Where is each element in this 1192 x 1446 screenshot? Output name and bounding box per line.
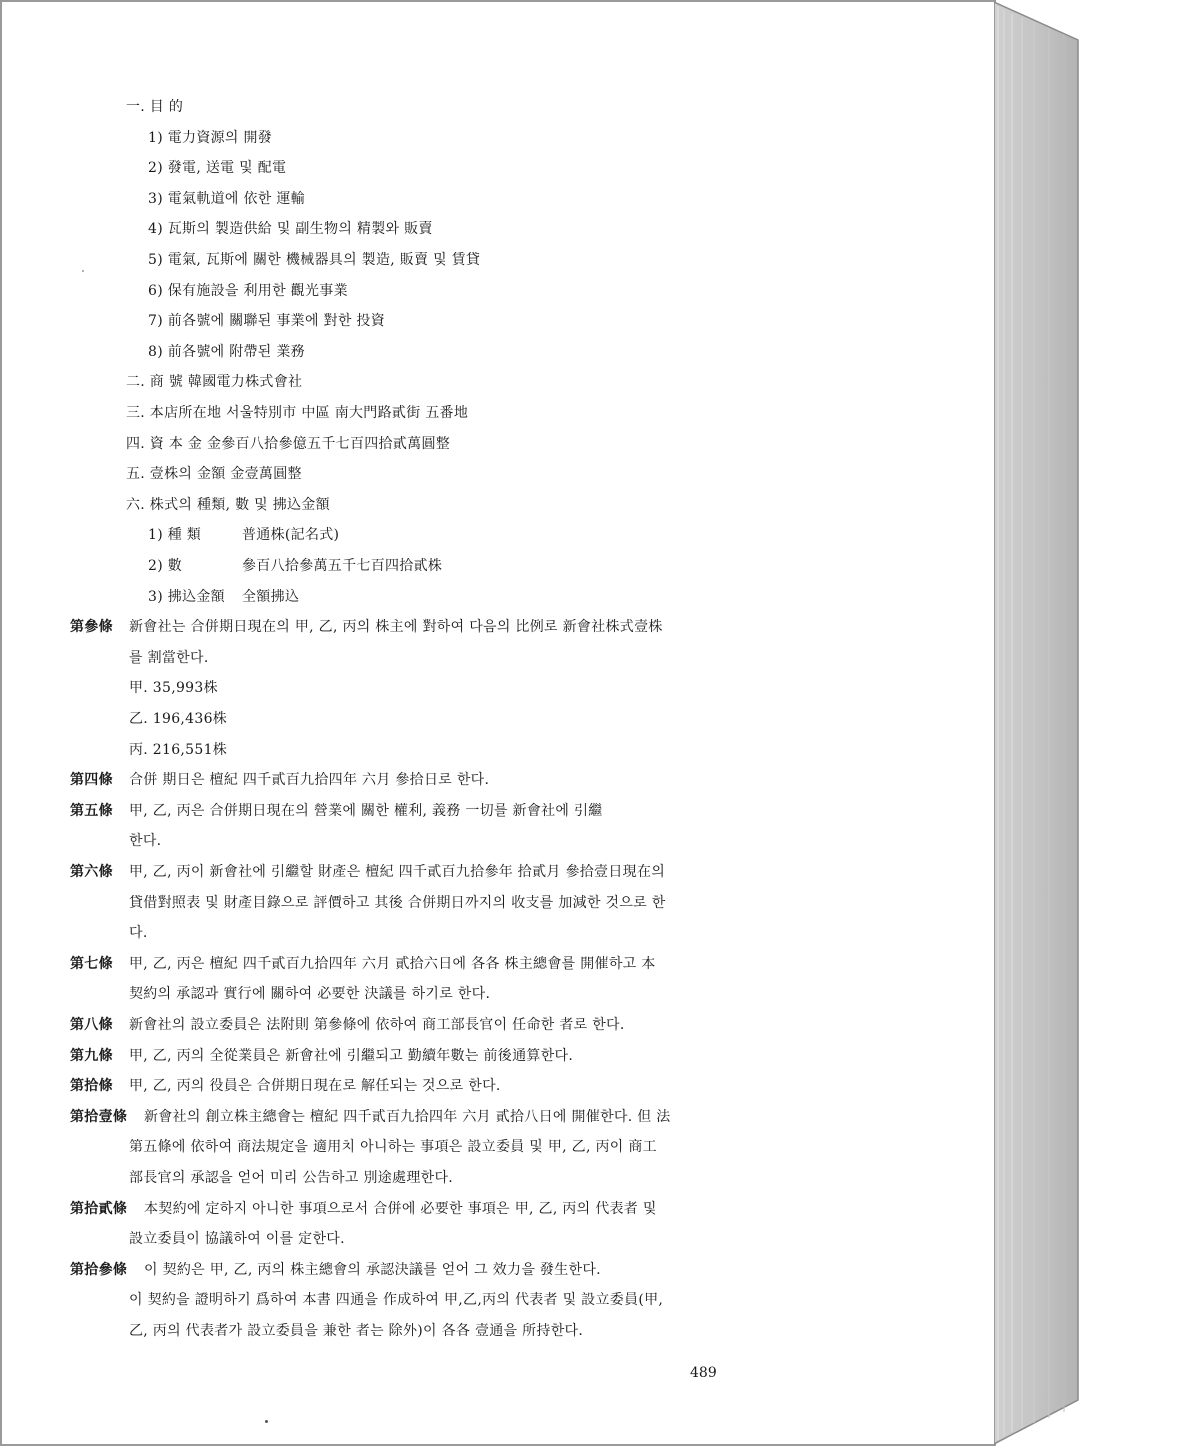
section-heading: 二. 商 號 韓國電力株式會社: [126, 374, 303, 391]
article-text: 한다.: [129, 833, 162, 850]
article-label: 第八條: [70, 1017, 113, 1033]
article-text: 甲, 乙, 丙은 檀紀 四千貳百九拾四年 六月 貳拾六日에 各各 株主總會를 開催하고 本: [129, 955, 656, 972]
stock-item-value: 參百八拾參萬五千七百四拾貳株: [242, 558, 443, 574]
article-text: 設立委員이 協議하여 이를 定한다.: [129, 1231, 345, 1248]
page-number: 489: [690, 1365, 717, 1381]
article-label: 第七條: [70, 955, 113, 972]
article-text: 新會社는 合併期日現在의 甲, 乙, 丙의 株主에 對하여 다음의 比例로 新會社株式壹株: [129, 619, 663, 636]
purpose-item: 2) 發電, 送電 및 配電: [148, 160, 287, 177]
article-label: 第拾壹條: [70, 1108, 128, 1125]
article-text: 合併 期日은 檀紀 四千貳百九拾四年 六月 參拾日로 한다.: [129, 772, 490, 789]
stock-item-label: 1) 種 類: [148, 527, 202, 544]
section-heading: 一. 目 的: [126, 99, 184, 115]
purpose-item: 7) 前各號에 關聯된 事業에 對한 投資: [148, 313, 386, 330]
purpose-item: 5) 電氣, 瓦斯에 關한 機械器具의 製造, 販賣 및 賃貸: [148, 252, 481, 268]
article-text: 部長官의 承認을 얻어 미리 公告하고 別途處理한다.: [129, 1170, 454, 1186]
section-heading: 三. 本店所在地 서울特別市 中區 南大門路貳街 五番地: [126, 405, 469, 421]
article-text: 甲. 35,993株: [129, 680, 218, 697]
article-label: 第九條: [70, 1047, 113, 1064]
stock-item-value: 普通株(記名式): [242, 527, 340, 544]
article-text: 新會社의 創立株主總會는 檀紀 四千貳百九拾四年 六月 貳拾八日에 開催한다. 但 法: [144, 1108, 671, 1125]
purpose-item: 1) 電力資源의 開發: [148, 129, 273, 146]
article-label: 第拾條: [70, 1078, 113, 1095]
purpose-item: 3) 電氣軌道에 依한 運輸: [148, 190, 305, 207]
article-text: 乙, 丙의 代表者가 設立委員을 兼한 者는 除外)이 各各 壹通을 所持한다.: [129, 1323, 584, 1339]
purpose-item: 4) 瓦斯의 製造供給 및 副生物의 精製와 販賣: [148, 221, 433, 238]
article-text: 甲, 乙, 丙은 合併期日現在의 營業에 關한 權利, 義務 一切를 新會社에 引繼: [129, 802, 603, 819]
article-label: 第拾貳條: [70, 1200, 128, 1217]
article-text: 丙. 216,551株: [129, 741, 228, 758]
article-text: 新會社의 設立委員은 法附則 第參條에 依하여 商工部長官이 任命한 者로 한다.: [129, 1017, 625, 1033]
article-text: 乙. 196,436株: [129, 711, 228, 727]
article-label: 第參條: [70, 619, 113, 636]
article-text: 이 契約은 甲, 乙, 丙의 株主總會의 承認決議를 얻어 그 效力을 發生한다.: [144, 1261, 601, 1278]
section-heading: 五. 壹株의 金額 金壹萬圓整: [126, 466, 302, 483]
article-text: 甲, 乙, 丙의 役員은 合併期日現在로 解任되는 것으로 한다.: [129, 1078, 501, 1095]
article-text: 第五條에 依하여 商法規定을 適用치 아니하는 事項은 設立委員 및 甲, 乙, 丙이 商工: [129, 1139, 657, 1156]
purpose-item: 6) 保有施設을 利用한 觀光事業: [148, 282, 348, 299]
article-text: 本契約에 定하지 아니한 事項으로서 合併에 必要한 事項은 甲, 乙, 丙의 代表者 및: [144, 1200, 657, 1217]
section-heading: 六. 株式의 種類, 數 및 拂込金額: [126, 496, 330, 513]
article-text: 이 契約을 證明하기 爲하여 本書 四通을 作成하여 甲,乙,丙의 代表者 및 設立委員(甲,: [129, 1292, 664, 1309]
book-page-stack: [994, 0, 1084, 1446]
section-heading: 四. 資 本 金 金參百八拾參億五千七百四拾貳萬圓整: [126, 435, 451, 452]
article-label: 第拾參條: [70, 1261, 128, 1278]
article-text: 貸借對照表 및 財產目錄으로 評價하고 其後 合併期日까지의 收支를 加減한 것으로 한: [129, 894, 666, 911]
scan-speck: [82, 270, 84, 272]
article-label: 第六條: [70, 864, 113, 880]
stock-item-label: 2) 數: [148, 558, 183, 574]
scan-speck: [265, 1420, 268, 1423]
article-text: 를 割當한다.: [129, 649, 209, 666]
article-label: 第四條: [70, 772, 113, 789]
stock-item-value: 全額拂込: [242, 588, 300, 605]
article-text: 契約의 承認과 實行에 關하여 必要한 決議를 하기로 한다.: [129, 986, 491, 1003]
article-text: 다.: [129, 925, 148, 942]
article-text: 甲, 乙, 丙이 新會社에 引繼할 財產은 檀紀 四千貳百九拾參年 拾貳月 參拾壹日現在의: [129, 864, 666, 880]
stock-item-label: 3) 拂込金額: [148, 588, 225, 605]
article-text: 甲, 乙, 丙의 全從業員은 新會社에 引繼되고 勤續年數는 前後通算한다.: [129, 1047, 574, 1064]
article-label: 第五條: [70, 802, 113, 819]
purpose-item: 8) 前各號에 附帶된 業務: [148, 343, 305, 360]
